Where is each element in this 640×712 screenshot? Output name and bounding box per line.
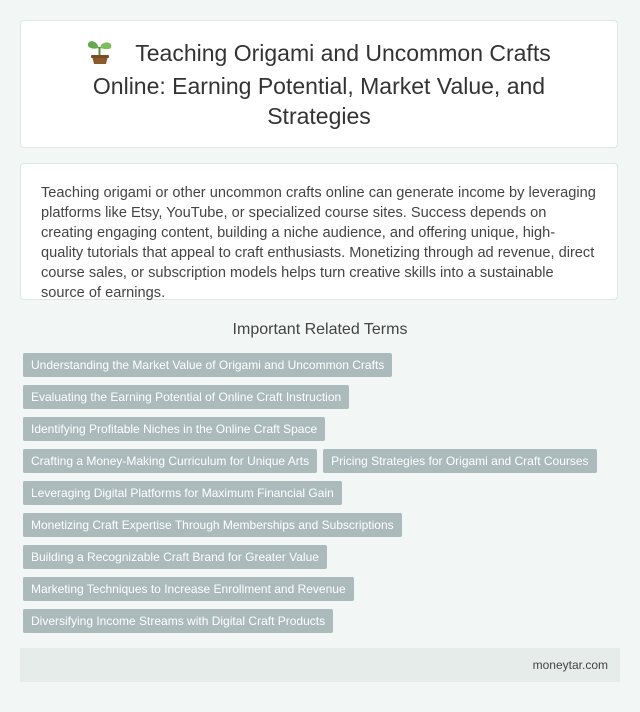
related-term-tag[interactable]: Diversifying Income Streams with Digital Craft Products: [23, 609, 333, 633]
related-term-tag[interactable]: Crafting a Money-Making Curriculum for Unique Arts: [23, 449, 317, 473]
related-term-tag[interactable]: Monetizing Craft Expertise Through Memberships and Subscriptions: [23, 513, 402, 537]
footer-site-link[interactable]: moneytar.com: [532, 658, 608, 672]
related-term-tag[interactable]: Leveraging Digital Platforms for Maximum Financial Gain: [23, 481, 342, 505]
intro-paragraph: Teaching origami or other uncommon crafts online can generate income by leveraging platforms like Etsy, YouTube, or specialized course sites. Success depends on creating engaging content, building a niche audience, and offering unique, high-quality tutorials that appeal to craft enthusiasts. Monetizing through ad revenue, direct course sales, or subscription models helps turn creative skills into a sustainable source of earnings.: [41, 185, 596, 301]
related-terms-heading: Important Related Terms: [232, 321, 408, 338]
related-term-tag[interactable]: Marketing Techniques to Increase Enrollment and Revenue: [23, 577, 354, 601]
sprout-icon: [87, 40, 113, 71]
related-term-tag[interactable]: Identifying Profitable Niches in the Online Craft Space: [23, 417, 325, 441]
intro-card: [20, 163, 618, 300]
related-term-tag[interactable]: Building a Recognizable Craft Brand for Greater Value: [23, 545, 327, 569]
related-term-tag[interactable]: Understanding the Market Value of Origami and Uncommon Crafts: [23, 353, 392, 377]
related-terms-list: [23, 353, 623, 641]
footer: [20, 648, 620, 682]
page-title: [21, 38, 617, 131]
page-title-text: Teaching Origami and Uncommon Crafts Online: Earning Potential, Market Value, and Strategies: [92, 39, 551, 129]
title-card: [20, 20, 618, 148]
related-term-tag[interactable]: Pricing Strategies for Origami and Craft Courses: [323, 449, 596, 473]
related-term-tag[interactable]: Evaluating the Earning Potential of Online Craft Instruction: [23, 385, 349, 409]
